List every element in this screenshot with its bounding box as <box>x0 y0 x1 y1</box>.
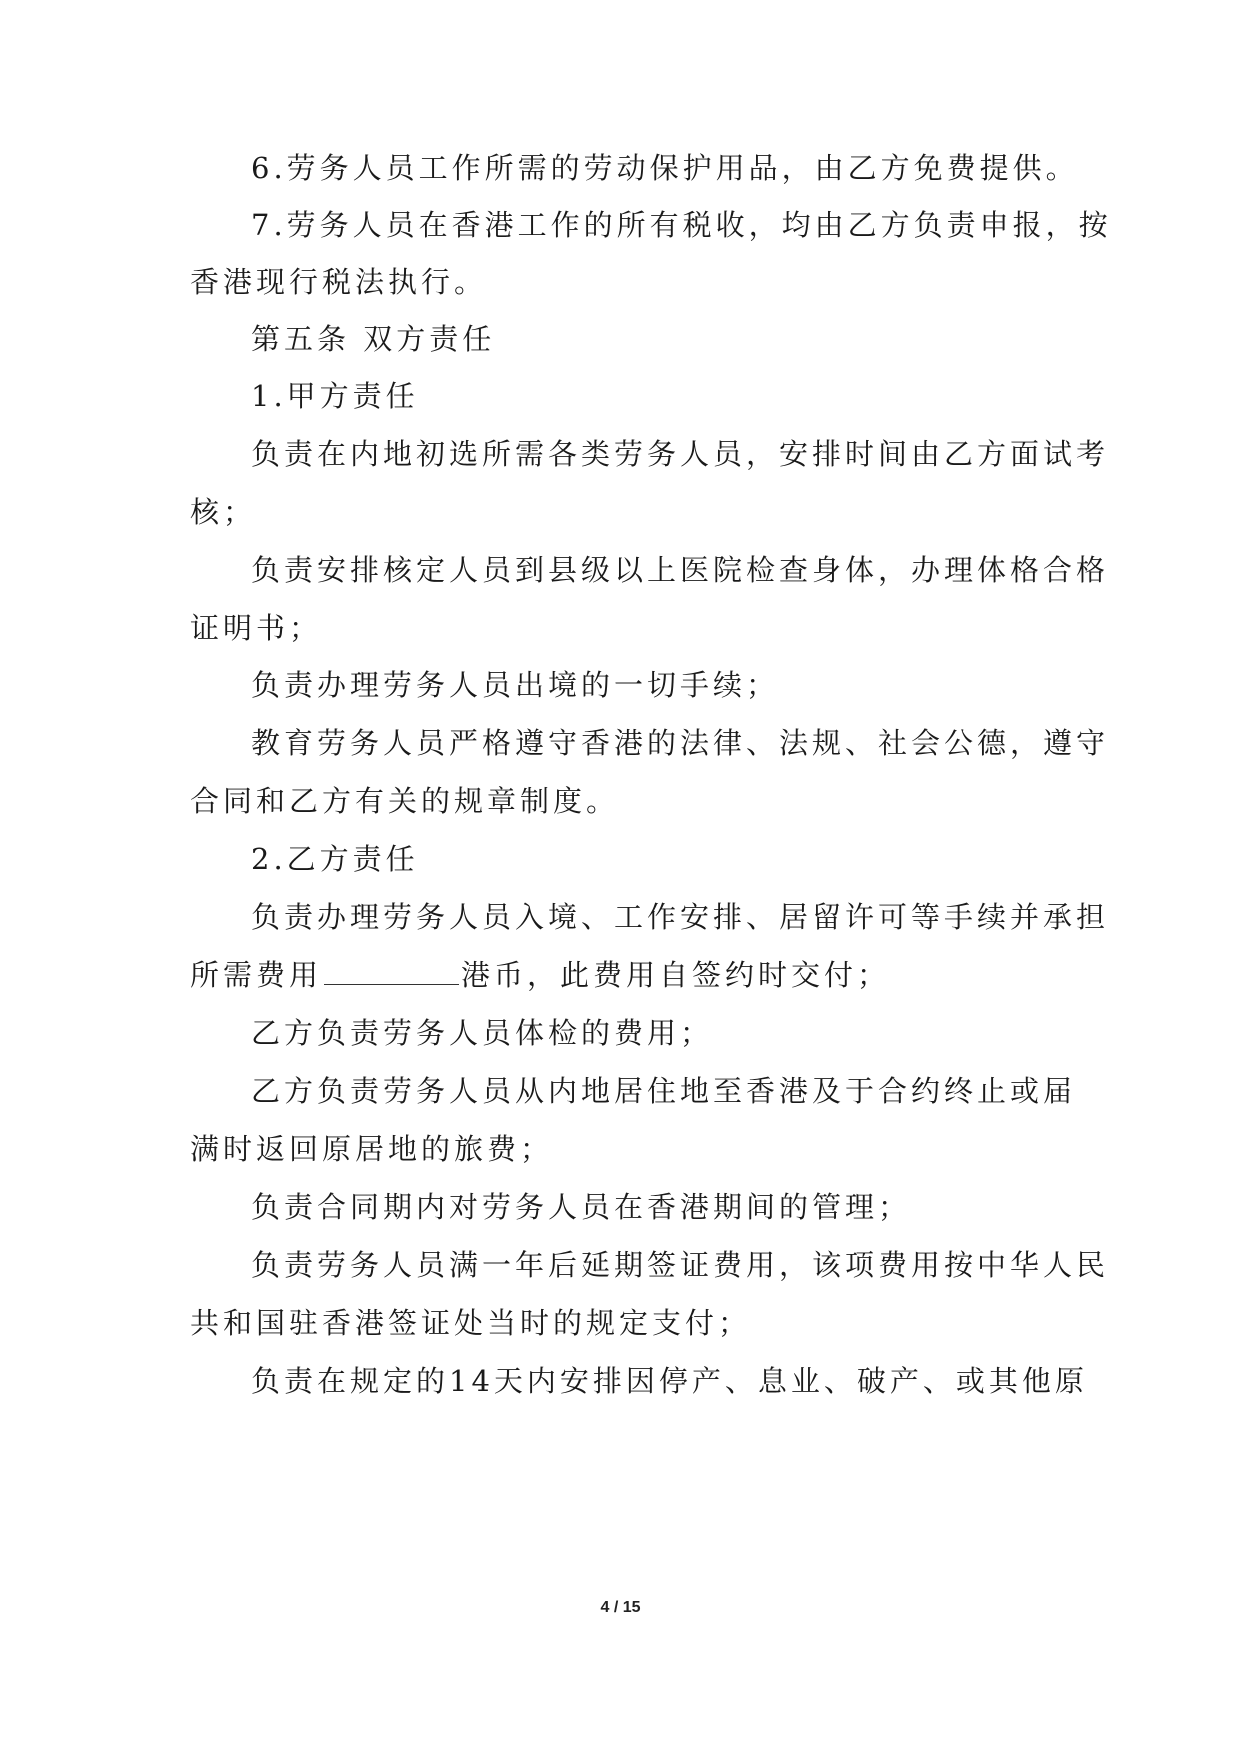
clause-line: 负责办理劳务人员入境、工作安排、居留许可等手续并承担 <box>251 900 1110 934</box>
clause-line: 证明书； <box>190 611 323 645</box>
fee-clause-line <box>190 957 1052 993</box>
clause-line: 核； <box>190 495 257 529</box>
subsection-heading: 2.乙方责任 <box>251 842 419 876</box>
fee-text-before: 所需费用 <box>190 958 323 992</box>
clause-line: 6.劳务人员工作所需的劳动保护用品，由乙方免费提供。 <box>251 151 1079 185</box>
fee-text-after: 港币，此费用自签约时交付； <box>461 958 891 992</box>
clause-line: 负责劳务人员满一年后延期签证费用，该项费用按中华人民 <box>251 1248 1110 1282</box>
clause-line: 负责办理劳务人员出境的一切手续； <box>251 668 780 702</box>
clause-line: 教育劳务人员严格遵守香港的法律、法规、社会公德，遵守 <box>251 726 1110 760</box>
clause-line: 7.劳务人员在香港工作的所有税收，均由乙方负责申报，按 <box>251 208 1112 242</box>
section-heading: 第五条 双方责任 <box>251 322 496 356</box>
clause-line: 乙方负责劳务人员体检的费用； <box>251 1016 714 1050</box>
clause-line: 满时返回原居地的旅费； <box>190 1132 554 1166</box>
clause-line: 共和国驻香港签证处当时的规定支付； <box>190 1306 752 1340</box>
clause-line: 香港现行税法执行。 <box>190 265 488 299</box>
clause-line: 负责在内地初选所需各类劳务人员，安排时间由乙方面试考 <box>251 437 1110 471</box>
fee-amount-blank <box>324 983 459 985</box>
clause-line: 乙方负责劳务人员从内地居住地至香港及于合约终止或届 <box>251 1074 1077 1108</box>
page-number: 4 / 15 <box>600 1599 641 1616</box>
clause-line: 合同和乙方有关的规章制度。 <box>190 784 620 818</box>
clause-line: 负责合同期内对劳务人员在香港期间的管理； <box>251 1190 912 1224</box>
clause-line: 负责在规定的14天内安排因停产、息业、破产、或其他原 <box>251 1364 1088 1398</box>
clause-line: 负责安排核定人员到县级以上医院检查身体，办理体格合格 <box>251 553 1110 587</box>
subsection-heading: 1.甲方责任 <box>251 379 419 413</box>
